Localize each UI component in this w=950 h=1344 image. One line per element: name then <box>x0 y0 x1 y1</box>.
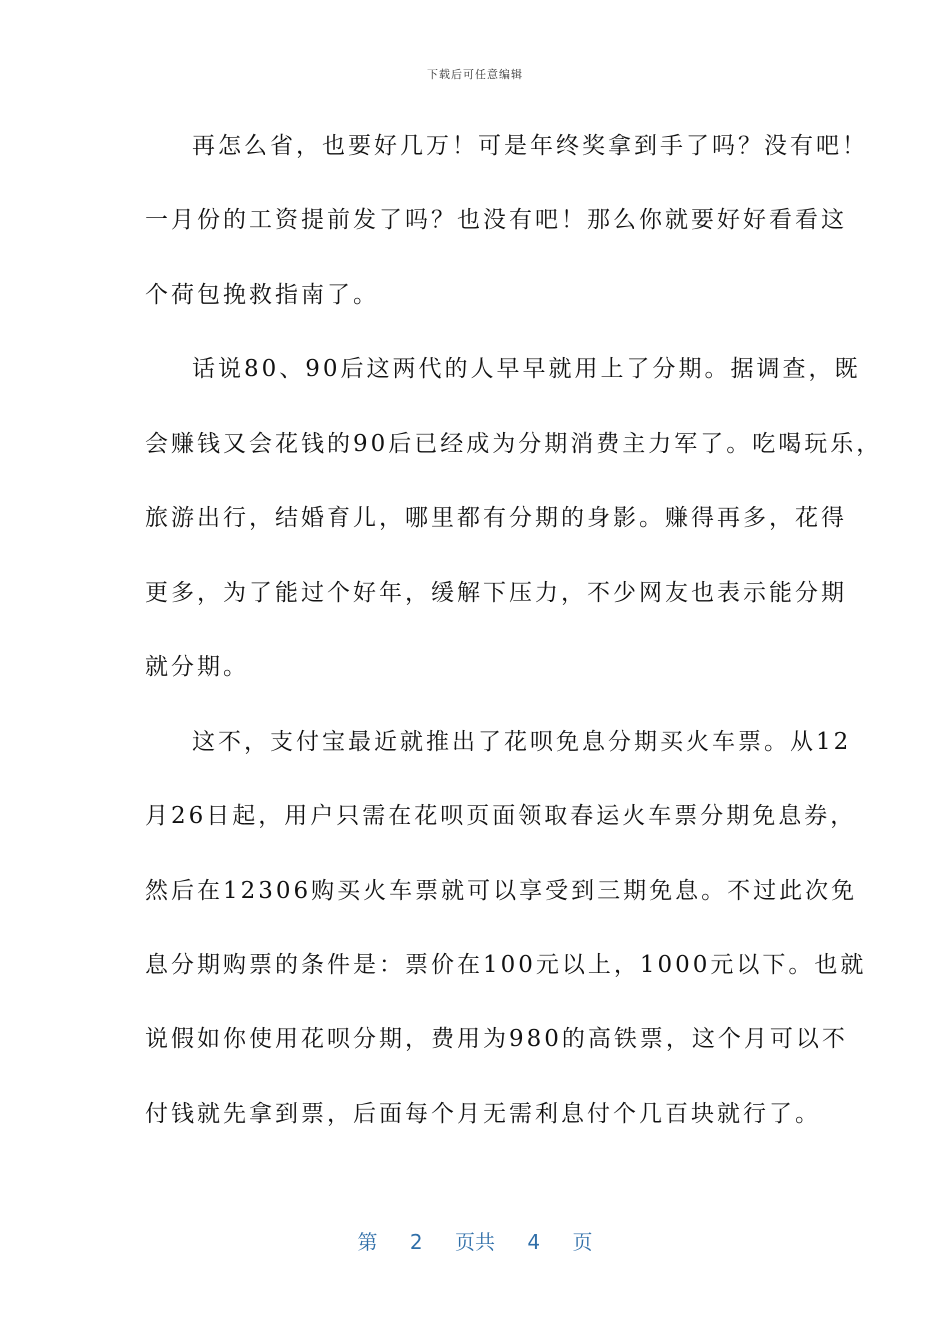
paragraph-3-line-3: 然后在12306购买火车票就可以享受到三期免息。不过此次免 <box>145 878 858 904</box>
paragraph-3-line-1: 这不，支付宝最近就推出了花呗免息分期买火车票。从12 <box>192 729 852 755</box>
paragraph-2-line-4: 更多，为了能过个好年，缓解下压力，不少网友也表示能分期 <box>145 580 847 606</box>
page-indicator <box>0 1226 950 1255</box>
paragraph-3-line-5: 说假如你使用花呗分期，费用为980的高铁票，这个月可以不 <box>145 1026 848 1052</box>
page-prefix: 第 <box>357 1230 378 1254</box>
paragraph-3-line-6: 付钱就先拿到票，后面每个月无需利息付个几百块就行了。 <box>145 1101 821 1127</box>
page-total-number: 4 <box>527 1230 541 1254</box>
download-edit-note: 下载后可任意编辑 <box>427 68 523 81</box>
paragraph-2-line-3: 旅游出行，结婚育儿，哪里都有分期的身影。赚得再多，花得 <box>145 505 847 531</box>
paragraph-2-line-1: 话说80、90后这两代的人早早就用上了分期。据调查，既 <box>192 356 861 382</box>
paragraph-1-line-2: 一月份的工资提前发了吗？也没有吧！那么你就要好好看看这 <box>145 207 847 233</box>
paragraph-2-line-2: 会赚钱又会花钱的90后已经成为分期消费主力军了。吃喝玩乐， <box>145 431 883 457</box>
paragraph-1-line-1: 再怎么省，也要好几万！可是年终奖拿到手了吗？没有吧！ <box>192 133 868 159</box>
paragraph-1-line-3: 个荷包挽救指南了。 <box>145 282 379 308</box>
page-current-number: 2 <box>409 1230 423 1254</box>
page-suffix: 页 <box>572 1230 593 1254</box>
paragraph-3-line-4: 息分期购票的条件是：票价在100元以上，1000元以下。也就 <box>145 952 867 978</box>
paragraph-3-line-2: 月26日起，用户只需在花呗页面领取春运火车票分期免息券， <box>145 803 857 829</box>
page-middle: 页共 <box>455 1230 495 1254</box>
paragraph-2-line-5: 就分期。 <box>145 654 249 680</box>
